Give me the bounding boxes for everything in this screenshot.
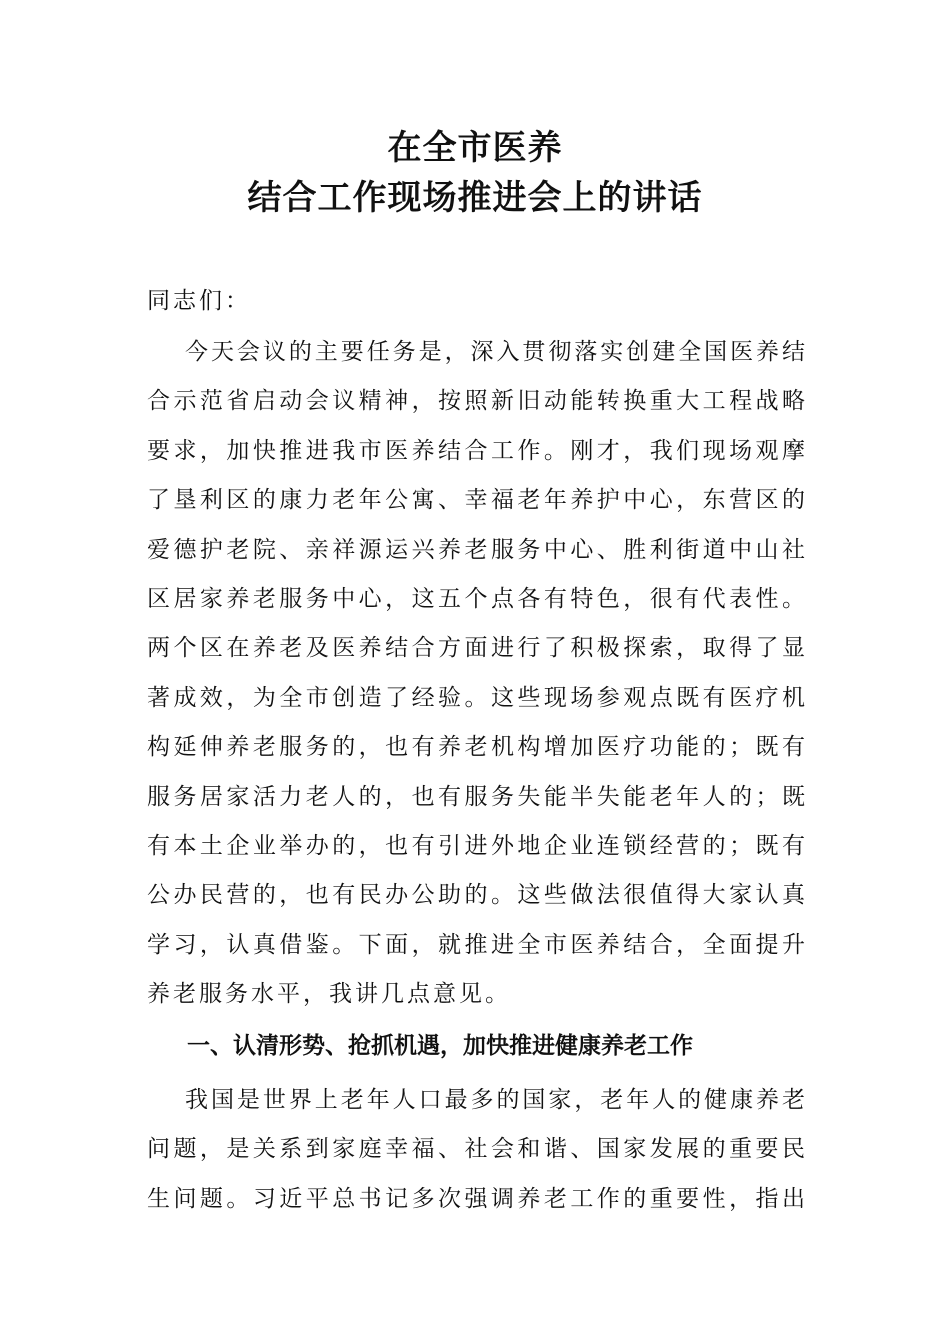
paragraph-line: 生问题。习近平总书记多次强调养老工作的重要性，指出 — [147, 1185, 805, 1212]
paragraph-line: 公办民营的，也有民办公助的。这些做法很值得大家认真 — [147, 882, 805, 909]
paragraph-line: 合示范省启动会议精神，按照新旧动能转换重大工程战略 — [147, 388, 805, 415]
paragraph-2 — [147, 1076, 805, 1224]
paragraph-line: 有本土企业举办的，也有引进外地企业连锁经营的；既有 — [147, 832, 805, 859]
document-title-line-2: 结合工作现场推进会上的讲话 — [247, 178, 703, 218]
paragraph-line: 服务居家活力老人的，也有服务失能半失能老年人的；既 — [147, 783, 805, 810]
section-1-heading: 一、认清形势、抢抓机遇，加快推进健康养老工作 — [187, 1033, 693, 1059]
salutation: 同志们： — [147, 288, 251, 314]
paragraph-line: 要求，加快推进我市医养结合工作。刚才，我们现场观摩 — [147, 437, 805, 464]
paragraph-line: 我国是世界上老年人口最多的国家，老年人的健康养老 — [185, 1087, 805, 1113]
paragraph-line: 区居家养老服务中心，这五个点各有特色，很有代表性。 — [147, 585, 805, 612]
paragraph-line: 学习，认真借鉴。下面，就推进全市医养结合，全面提升 — [147, 931, 805, 958]
paragraph-line: 今天会议的主要任务是，深入贯彻落实创建全国医养结 — [185, 339, 805, 365]
paragraph-line: 构延伸养老服务的，也有养老机构增加医疗功能的；既有 — [147, 734, 805, 761]
document-title-line-1: 在全市医养 — [387, 128, 563, 168]
paragraph-line: 养老服务水平，我讲几点意见。 — [147, 981, 511, 1008]
paragraph-line: 爱德护老院、亲祥源运兴养老服务中心、胜利街道中山社 — [147, 536, 805, 563]
paragraph-line: 了垦利区的康力老年公寓、幸福老年养护中心，东营区的 — [147, 487, 805, 514]
paragraph-1 — [147, 328, 805, 1019]
paragraph-line: 两个区在养老及医养结合方面进行了积极探索，取得了显 — [147, 635, 805, 662]
paragraph-line: 问题，是关系到家庭幸福、社会和谐、国家发展的重要民 — [147, 1136, 805, 1163]
paragraph-line: 著成效，为全市创造了经验。这些现场参观点既有医疗机 — [147, 684, 805, 711]
